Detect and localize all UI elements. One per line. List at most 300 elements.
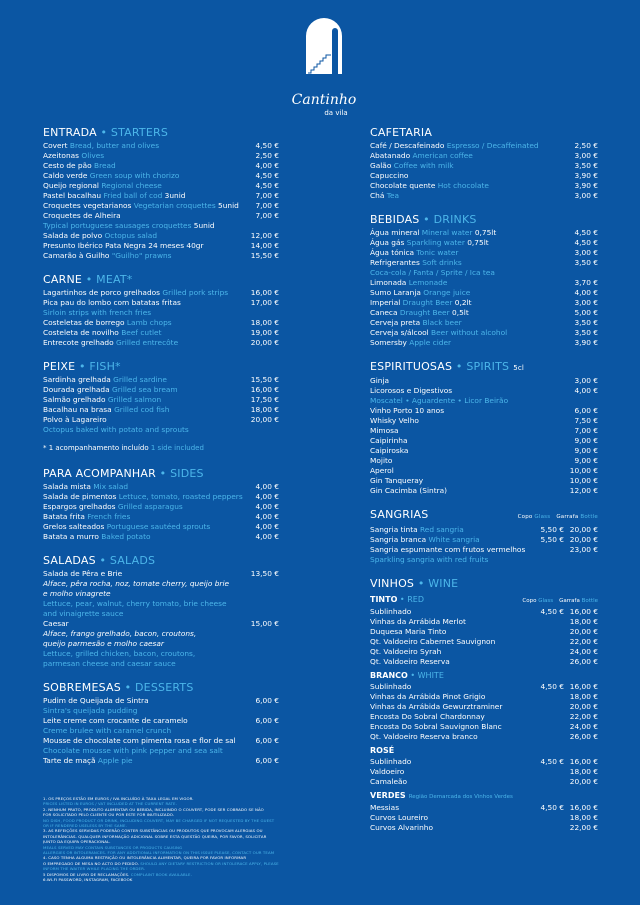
bottle-label-pt: Garrafa — [559, 598, 580, 604]
item-name: Sangria espumante com frutos vermelhos — [370, 545, 526, 554]
item-name-cell — [43, 211, 245, 221]
item-name: Ginja — [370, 376, 390, 385]
wine-subsection-heading — [370, 745, 598, 757]
item-name-cell — [370, 376, 564, 386]
item-price: 10,00 € — [569, 476, 598, 485]
glass-header — [522, 595, 553, 607]
section-title-en: MEAT* — [96, 273, 133, 286]
menu-item — [43, 141, 279, 151]
item-price: 3,50 € — [574, 328, 598, 337]
item-name-cell — [370, 288, 564, 298]
item-name-cell — [43, 415, 245, 425]
bullet-separator: • — [75, 360, 90, 373]
subsection-title-en: RED — [407, 595, 424, 604]
item-name-cell — [43, 395, 245, 405]
menu-section-vinhos — [370, 577, 598, 833]
bottle-header — [556, 510, 598, 524]
item-size: 3unid — [164, 191, 186, 200]
glass-price — [526, 637, 564, 647]
item-name: Vinhas da Arrábida Merlot — [370, 617, 466, 626]
item-name-cell — [43, 569, 245, 579]
menu-item — [370, 416, 598, 426]
item-name-cell — [43, 375, 245, 385]
menu-item — [370, 191, 598, 201]
item-name: Salmão grelhado — [43, 395, 106, 404]
item-name-cell — [43, 171, 245, 181]
item-name-cell — [370, 617, 526, 627]
glass-label-pt: Copo — [522, 598, 537, 604]
right-menu-column — [370, 126, 598, 845]
item-name-cell — [370, 426, 564, 436]
glass-price — [526, 732, 564, 742]
item-name-cell — [370, 278, 564, 288]
item-english-name: Grilled cod fish — [114, 405, 170, 414]
glass-price: 4,50 € — [540, 607, 564, 616]
bullet-separator: • — [95, 554, 110, 567]
menu-item — [370, 298, 598, 308]
item-name-cell — [43, 716, 245, 726]
section-unit: 5cl — [513, 364, 525, 372]
item-price: 20,00 € — [569, 525, 598, 534]
item-name-cell — [43, 492, 245, 502]
item-name: Cerveja preta — [370, 318, 421, 327]
glass-price — [526, 777, 564, 787]
item-name-cell — [370, 238, 564, 248]
item-english-name: Grilled salmon — [107, 395, 162, 404]
item-name: Mimosa — [370, 426, 399, 435]
item-name: Galão — [370, 161, 392, 170]
menu-item — [370, 627, 598, 637]
item-name-cell — [370, 308, 564, 318]
item-price: 22,00 € — [569, 823, 598, 832]
item-name: Imperial — [370, 298, 401, 307]
item-price: 18,00 € — [569, 617, 598, 626]
menu-item — [370, 476, 598, 486]
item-price: 16,00 € — [569, 757, 598, 766]
item-name: Limonada — [370, 278, 407, 287]
item-name-cell — [370, 446, 564, 456]
item-sub-text: Coca-cola / Fanta / Sprite / Ica tea — [370, 268, 495, 277]
item-name-cell — [43, 482, 245, 492]
footnote-text: ALLERGIES OR INTOLERANCES. FOR ANY ADDITIONAL INFORMATION ON THIS ISSUE PLEASE, CONTACT OUR TEAM — [43, 850, 275, 856]
item-name: Licorosos e Digestivos — [370, 386, 453, 395]
item-english-name: Olives — [81, 151, 105, 160]
item-price: 4,00 € — [255, 512, 279, 521]
item-name-cell — [43, 512, 245, 522]
item-name: Covert — [43, 141, 68, 150]
item-name: Salada de polvo — [43, 231, 103, 240]
item-price: 20,00 € — [250, 338, 279, 347]
item-price: 26,00 € — [569, 732, 598, 741]
item-english-description — [370, 268, 598, 278]
item-price: 7,00 € — [255, 191, 279, 200]
item-name: Vinhas da Arrábida Pinot Grigio — [370, 692, 486, 701]
item-english-name: Beef cutlet — [121, 328, 162, 337]
section-title-en: DRINKS — [433, 213, 477, 226]
item-sub-text: Sparkling sangria with red fruits — [370, 555, 489, 564]
item-english-description — [43, 726, 279, 736]
item-name: Sardinha grelhada — [43, 375, 111, 384]
menu-item — [370, 607, 598, 617]
item-name-cell — [370, 712, 526, 722]
side-included-note — [43, 443, 279, 453]
item-name-cell — [43, 619, 245, 629]
item-name-cell — [370, 328, 564, 338]
item-name: Sumo Laranja — [370, 288, 421, 297]
glass-price — [526, 617, 564, 627]
menu-item — [370, 692, 598, 702]
item-name: Costeleta de novilho — [43, 328, 119, 337]
section-title-pt: VINHOS — [370, 577, 415, 590]
item-name-cell — [370, 637, 526, 647]
bottle-label-pt: Garrafa — [556, 514, 579, 520]
item-name: Leite creme com crocante de caramelo — [43, 716, 188, 725]
item-name: Sublinhado — [370, 757, 412, 766]
item-name-cell — [43, 522, 245, 532]
subsection-title-en: WHITE — [417, 671, 444, 680]
item-price: 9,00 € — [574, 446, 598, 455]
item-english-name: Tea — [386, 191, 400, 200]
item-price: 3,00 € — [574, 151, 598, 160]
bullet-separator: • — [419, 213, 434, 226]
item-name: Refrigerantes — [370, 258, 420, 267]
glass-price — [526, 712, 564, 722]
item-name-cell — [43, 231, 245, 241]
item-name: Sangria tinta — [370, 525, 418, 534]
item-price: 12,00 € — [569, 486, 598, 495]
item-name: Salada de Pêra e Brie — [43, 569, 123, 578]
menu-item — [43, 375, 279, 385]
item-english-name: Octopus salad — [104, 231, 158, 240]
section-title-pt: ENTRADA — [43, 126, 97, 139]
item-name-cell — [43, 405, 245, 415]
item-name: Sublinhado — [370, 607, 412, 616]
item-price: 12,00 € — [250, 231, 279, 240]
menu-item — [43, 231, 279, 241]
item-price: 3,70 € — [574, 278, 598, 287]
subsection-title-pt: ROSÉ — [370, 746, 395, 755]
item-price: 15,00 € — [250, 619, 279, 628]
item-english-name: Draught Beer — [399, 308, 450, 317]
item-name-cell — [43, 318, 245, 328]
footnote-line — [43, 877, 313, 882]
glass-label-en: Glass — [538, 598, 554, 604]
footnote-text: 2. NENHUM PRATO, PRODUTO ALIMENTAR OU BEBIDA, INCLUINDO O COUVERT, PODE SER COBRADO SE NÃO — [43, 806, 264, 812]
section-heading — [370, 360, 598, 375]
item-name-cell — [370, 338, 564, 348]
item-english-name: Baked potato — [101, 532, 151, 541]
menu-item — [43, 181, 279, 191]
glass-bottle-column-headers — [518, 510, 598, 524]
item-price: 3,00 € — [574, 248, 598, 257]
item-english-name: French fries — [87, 512, 131, 521]
item-name-cell — [370, 228, 564, 238]
menu-item — [370, 426, 598, 436]
item-size: 0,75lt — [467, 238, 489, 247]
item-name: Valdoeiro — [370, 767, 405, 776]
item-name-cell — [370, 141, 564, 151]
section-heading — [43, 273, 279, 287]
item-english-name: Vegetarian croquettes — [133, 201, 216, 210]
item-name: Qt. Valdoeiro Syrah — [370, 647, 442, 656]
subsection-title-pt: TINTO — [370, 595, 398, 604]
item-name: Gin Tanqueray — [370, 476, 424, 485]
item-name: Entrecote grelhado — [43, 338, 114, 347]
item-price: 22,00 € — [569, 637, 598, 646]
item-name-cell — [370, 386, 564, 396]
item-name-cell — [370, 436, 564, 446]
item-name: Camaleão — [370, 777, 408, 786]
menu-item — [43, 512, 279, 522]
menu-item — [43, 241, 279, 251]
item-price: 3,00 € — [574, 298, 598, 307]
footnote-text: 1. OS PREÇOS ESTÃO EM EUROS / IVA INCLUÍDO À TAXA LEGAL EM VIGOR. — [43, 796, 194, 801]
item-name-cell — [370, 456, 564, 466]
item-name: Chá — [370, 191, 385, 200]
item-price: 20,00 € — [569, 702, 598, 711]
item-english-name: Black beer — [422, 318, 462, 327]
item-sub-text: Creme brulee with caramel crunch — [43, 726, 172, 735]
item-name: Somersby — [370, 338, 407, 347]
menu-item — [43, 736, 279, 746]
item-sub-text: Moscatel • Aguardente • Licor Beirão — [370, 396, 509, 405]
menu-item — [370, 682, 598, 692]
item-name: Abatanado — [370, 151, 411, 160]
item-price: 18,00 € — [569, 767, 598, 776]
menu-section-sangrias — [370, 508, 598, 565]
menu-item — [43, 251, 279, 261]
footnote-text: 6.WI-FI PASSWORD, INSTAGRAM, FACEBOOK — [43, 877, 133, 883]
menu-item — [43, 171, 279, 181]
glass-price — [526, 813, 564, 823]
item-price: 4,50 € — [574, 238, 598, 247]
item-name: Azeitonas — [43, 151, 80, 160]
item-description: Alface, pêra rocha, noz, tomate cherry, queijo brie — [43, 579, 230, 588]
item-description: e molho vinagrete — [43, 589, 111, 598]
item-size: 0,75lt — [474, 228, 497, 237]
item-price: 23,00 € — [569, 545, 598, 554]
item-name: Chocolate quente — [370, 181, 436, 190]
item-name-cell — [370, 803, 526, 813]
item-name: Caesar — [43, 619, 69, 628]
item-sub-text: Sirloin strips with french fries — [43, 308, 152, 317]
glass-label-en: Glass — [534, 514, 551, 520]
item-name: Duquesa Maria Tinto — [370, 627, 447, 636]
item-name: Camarão à Guilho — [43, 251, 110, 260]
item-price: 24,00 € — [569, 647, 598, 656]
wine-subsection-heading — [370, 790, 598, 803]
bottle-label-en: Bottle — [580, 514, 598, 520]
item-name-cell — [370, 171, 564, 181]
menu-item — [43, 151, 279, 161]
item-english-name: Regional cheese — [101, 181, 162, 190]
item-price: 9,00 € — [574, 456, 598, 465]
footnote-text: JUNTO DA EQUIPA OPERACIONAL. — [43, 839, 111, 845]
item-size: 5unid — [193, 221, 215, 230]
item-english-name: Mix salad — [93, 482, 129, 491]
item-name: Costeletas de borrego — [43, 318, 125, 327]
item-name-cell — [370, 525, 526, 535]
menu-item — [370, 258, 598, 268]
menu-item — [43, 298, 279, 308]
item-name-cell — [370, 476, 564, 486]
item-price: 18,00 € — [569, 813, 598, 822]
item-price: 26,00 € — [569, 657, 598, 666]
menu-item — [370, 732, 598, 742]
item-name: Qt. Valdoeiro Cabernet Sauvignon — [370, 637, 496, 646]
glass-price — [526, 702, 564, 712]
item-english-name: Lemonade — [408, 278, 448, 287]
menu-section-entrada — [43, 126, 279, 261]
menu-item — [370, 466, 598, 476]
item-english-name: Hot chocolate — [437, 181, 489, 190]
item-english-description — [43, 308, 279, 318]
menu-item — [370, 545, 598, 555]
item-name: Água tónica — [370, 248, 415, 257]
menu-item — [43, 532, 279, 542]
item-name-cell — [43, 161, 245, 171]
section-title-en: DESSERTS — [135, 681, 194, 694]
item-name: Dourada grelhada — [43, 385, 110, 394]
item-english-name: Espresso / Decaffeinated — [446, 141, 539, 150]
item-name-cell — [43, 191, 245, 201]
item-name: Mojito — [370, 456, 393, 465]
menu-item — [370, 151, 598, 161]
bullet-separator: • — [120, 681, 136, 694]
menu-section-para-acompanhar — [43, 467, 279, 542]
menu-item — [370, 181, 598, 191]
item-name: Gin Cacimba (Sintra) — [370, 486, 448, 495]
section-heading — [370, 508, 598, 524]
item-english-name: Grilled pork strips — [162, 288, 229, 297]
item-price: 4,50 € — [255, 171, 279, 180]
item-english-name: "Guilho" prawns — [111, 251, 172, 260]
item-price: 3,90 € — [574, 171, 598, 180]
item-english-name: White sangria — [428, 535, 480, 544]
note-en: 1 side included — [150, 444, 204, 452]
item-name: Tarte de maçã — [43, 756, 96, 765]
section-title-pt: CARNE — [43, 273, 83, 286]
menu-item — [370, 386, 598, 396]
bottle-header — [559, 595, 598, 607]
menu-item — [370, 803, 598, 813]
item-price: 16,00 € — [569, 682, 598, 691]
bullet-separator: • — [452, 360, 467, 373]
item-english-name: Coffee with milk — [393, 161, 454, 170]
glass-label-pt: Copo — [517, 514, 533, 520]
item-name: Qt. Valdoeiro Reserva — [370, 657, 450, 666]
item-name: Caneca — [370, 308, 398, 317]
section-title-pt: ESPIRITUOSAS — [370, 360, 453, 373]
item-name: Café / Descafeinado — [370, 141, 445, 150]
section-heading — [370, 577, 598, 591]
menu-item — [370, 777, 598, 787]
menu-item — [43, 756, 279, 766]
item-name-cell — [370, 318, 564, 328]
arch-stairs-logo-icon — [284, 18, 364, 128]
item-name: Sangria branca — [370, 535, 427, 544]
item-english-name: Mineral water — [421, 228, 473, 237]
glass-price: 5,50 € — [540, 525, 564, 534]
footnote-text: O EMPREGADO DE MESA NO ACTO DO PEDIDO. — [43, 860, 141, 866]
item-name-cell — [370, 191, 564, 201]
footnote-text: INTOLERÂNCIAS. QUALQUER INFORMAÇÃO ADICIONAL SOBRE ESTA QUESTÃO QUEIRA, POR FAVOR, SOLICITAR — [43, 833, 267, 839]
bullet-separator: • — [414, 577, 429, 590]
menu-item — [370, 525, 598, 535]
item-name: Qt. Valdoeiro Reserva branco — [370, 732, 478, 741]
item-name-cell — [370, 535, 526, 545]
item-english-name: Apple cider — [409, 338, 452, 347]
item-price: 4,50 € — [574, 228, 598, 237]
item-name: Pudim de Queijada de Sintra — [43, 696, 149, 705]
item-price: 4,50 € — [255, 181, 279, 190]
item-english-description — [43, 746, 279, 756]
item-price: 3,90 € — [574, 338, 598, 347]
item-name-cell — [43, 181, 245, 191]
item-name: Água mineral — [370, 228, 420, 237]
menu-item — [370, 446, 598, 456]
menu-item — [370, 238, 598, 248]
glass-price: 4,50 € — [540, 682, 564, 691]
item-name: Batata a murro — [43, 532, 99, 541]
item-english-description: Lettuce, pear, walnut, cherry tomato, brie cheese — [43, 599, 227, 608]
footnotes — [43, 796, 313, 883]
item-price: 3,50 € — [574, 258, 598, 267]
item-price: 24,00 € — [569, 722, 598, 731]
item-description: queijo parmesão e molho caesar — [43, 639, 164, 648]
item-name-cell — [370, 647, 526, 657]
item-english-name: Portuguese sautéed sprouts — [106, 522, 211, 531]
item-sub-text: Chocolate mousse with pink pepper and sea salt — [43, 746, 223, 755]
section-heading — [370, 126, 598, 140]
item-name: Sublinhado — [370, 682, 412, 691]
item-name-cell — [43, 241, 245, 251]
menu-section-sobremesas — [43, 681, 279, 766]
menu-item — [43, 405, 279, 415]
item-english-name: American coffee — [412, 151, 473, 160]
menu-item — [43, 328, 279, 338]
item-name: Presunto Ibérico Pata Negra 24 meses 40gr — [43, 241, 204, 250]
menu-item — [43, 716, 279, 726]
item-price: 3,00 € — [574, 376, 598, 385]
item-price: 6,00 € — [574, 406, 598, 415]
section-title-pt: PEIXE — [43, 360, 76, 373]
footnote-text: NO DISH, FOOD PRODUCT OR DRINK, INCLUDING COUVERT, MAY BE CHARGED IF NOT REQUESTED BY THE GUEST — [43, 817, 275, 823]
menu-item — [43, 191, 279, 201]
footnote-text: MEALS SERVED MAY CONTAIN SUBSTANCES OR PRODUCTS CAUSING — [43, 844, 183, 850]
item-name-cell — [43, 151, 245, 161]
menu-item — [370, 617, 598, 627]
item-name: Queijo regional — [43, 181, 99, 190]
item-name: Whisky Velho — [370, 416, 419, 425]
item-price: 19,00 € — [250, 328, 279, 337]
item-price: 4,50 € — [255, 141, 279, 150]
item-name: Encosta Do Sobral Sauvignon Blanc — [370, 722, 502, 731]
item-sub-text: Octopus baked with potato and sprouts — [43, 425, 189, 434]
item-english-name: Lettuce, tomato, roasted peppers — [118, 492, 243, 501]
item-name: Messias — [370, 803, 400, 812]
item-name-cell — [370, 298, 564, 308]
menu-item — [370, 657, 598, 667]
section-heading — [43, 554, 279, 568]
item-price: 13,50 € — [250, 569, 279, 578]
item-name: Pica pau do lombo com batatas fritas — [43, 298, 181, 307]
menu-section-saladas — [43, 554, 279, 669]
item-size: 0,5lt — [452, 308, 469, 317]
item-sub-text: Sintra's queijada pudding — [43, 706, 138, 715]
item-english-name: Apple pie — [97, 756, 133, 765]
item-price: 6,00 € — [255, 696, 279, 705]
